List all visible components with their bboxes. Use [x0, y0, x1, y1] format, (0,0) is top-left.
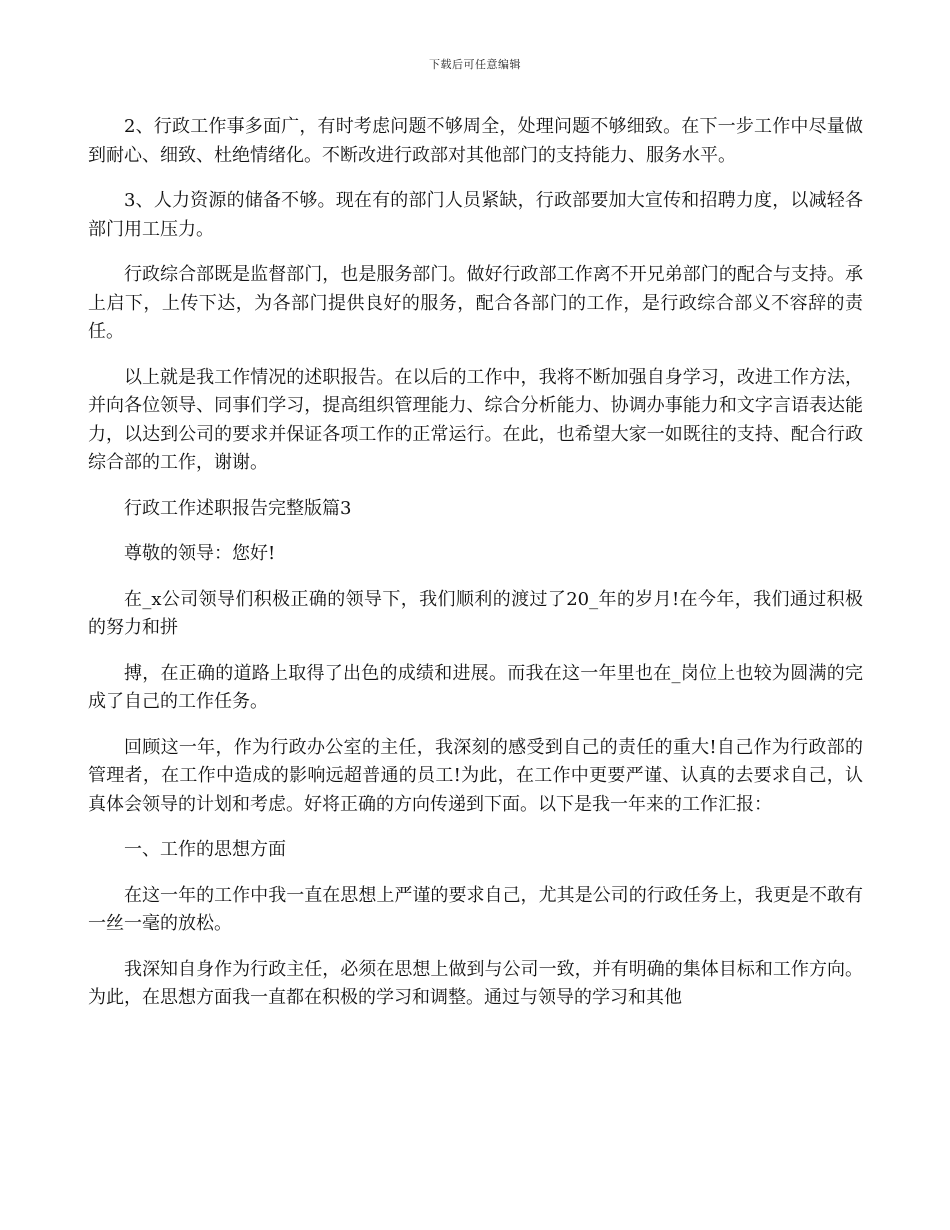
paragraph-review: 回顾这一年，作为行政办公室的主任，我深刻的感受到自己的责任的重大!自己作为行政部的管理者，在工作中造成的影响远超普通的员工!为此，在工作中更要严谨、认真的去要求自己，认真体会领导的计划和考虑。好将正确的方向传递到下面。以下是我一年来的工作汇报： [88, 736, 863, 815]
paragraph-intro-continued: 搏，在正确的道路上取得了出色的成绩和进展。而我在这一年里也在_岗位上也较为圆满的完成了自己的工作任务。 [88, 662, 863, 712]
document-body [88, 113, 863, 1030]
paragraph-thought-1: 在这一年的工作中我一直在思想上严谨的要求自己，尤其是公司的行政任务上，我更是不敢有一丝一毫的放松。 [88, 884, 863, 934]
section-heading-thought: 一、工作的思想方面 [124, 839, 286, 860]
greeting: 尊敬的领导：您好! [124, 543, 276, 564]
paragraph-conclusion: 以上就是我工作情况的述职报告。在以后的工作中，我将不断加强自身学习，改进工作方法，并向各位领导、同事们学习，提高组织管理能力、综合分析能力、协调办事能力和文字言语表达能力，以达到公司的要求并保证各项工作的正常运行。在此，也希望大家一如既往的支持、配合行政综合部的工作，谢谢。 [88, 366, 863, 473]
paragraph-improvement-3: 3、人力资源的储备不够。现在有的部门人员紧缺，行政部要加大宣传和招聘力度，以减轻各部门用工压力。 [88, 190, 863, 240]
paragraph-department-role: 行政综合部既是监督部门，也是服务部门。做好行政部工作离不开兄弟部门的配合与支持。承上启下，上传下达，为各部门提供良好的服务，配合各部门的工作，是行政综合部义不容辞的责任。 [88, 264, 863, 342]
paragraph-intro: 在_x公司领导们积极正确的领导下，我们顺利的渡过了20_年的岁月!在今年，我们通过积极的努力和拼 [88, 588, 863, 638]
paragraph-improvement-2: 2、行政工作事多面广，有时考虑问题不够周全，处理问题不够细致。在下一步工作中尽量做到耐心、细致、杜绝情绪化。不断改进行政部对其他部门的支持能力、服务水平。 [88, 116, 863, 166]
page-header: 下载后可任意编辑 [429, 58, 521, 71]
paragraph-thought-2: 我深知自身作为行政主任，必须在思想上做到与公司一致，并有明确的集体目标和工作方向。为此，在思想方面我一直都在积极的学习和调整。通过与领导的学习和其他 [88, 958, 863, 1008]
section-title-report-3: 行政工作述职报告完整版篇3 [124, 497, 352, 519]
